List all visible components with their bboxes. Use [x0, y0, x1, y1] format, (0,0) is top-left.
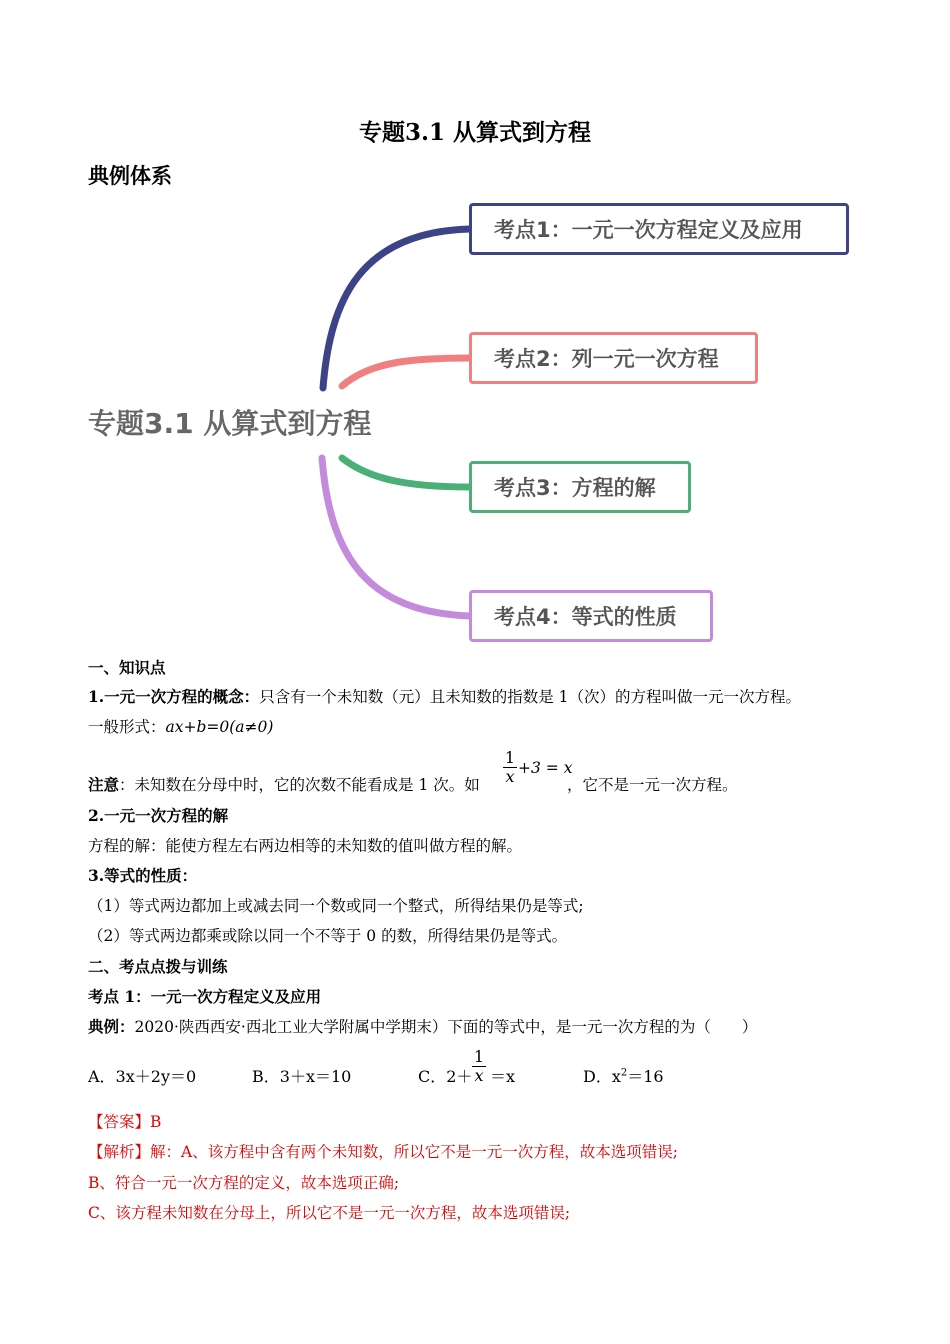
- mindmap-branch-1: 考点1：一元一次方程定义及应用: [469, 203, 849, 255]
- property-2: （2）等式两边都乘或除以同一个不等于 0 的数，所得结果仍是等式。: [88, 927, 568, 945]
- note-label: 注意: [88, 775, 120, 794]
- training-heading: 二、考点点拨与训练: [88, 957, 228, 976]
- solution-title: 2.一元一次方程的解: [88, 806, 229, 825]
- analysis-text-1: 解：A、该方程中含有两个未知数，所以它不是一元一次方程，故本选项错误;: [150, 1143, 678, 1161]
- note-text: ：未知数在分母中时，它的次数不能看成是 1 次。如: [119, 776, 480, 794]
- mindmap-branch-2: 考点2：列一元一次方程: [469, 332, 758, 384]
- option-c-suffix: ＝x: [490, 1067, 516, 1086]
- note-fraction-rest: +3 = x: [518, 759, 573, 777]
- option-d-exponent: 2: [620, 1067, 628, 1079]
- property-title: 3.等式的性质：: [88, 866, 198, 885]
- mindmap-branch-3: 考点3：方程的解: [469, 461, 691, 513]
- definition-title: 1.一元一次方程的概念：: [88, 687, 260, 706]
- option-c-numerator: 1: [473, 1047, 485, 1066]
- option-d-suffix: ＝16: [627, 1067, 664, 1086]
- solution-text: 方程的解：能使方程左右两边相等的未知数的值叫做方程的解。: [88, 837, 523, 855]
- general-form-line: [88, 717, 273, 737]
- answer: 【答案】B: [88, 1113, 162, 1131]
- analysis-line-1: [88, 1142, 678, 1162]
- note-tail: ，它不是一元一次方程。: [567, 776, 738, 794]
- example-label: 典例：: [88, 1017, 135, 1036]
- mindmap-center: 专题3.1 从算式到方程: [88, 407, 372, 440]
- example-text: 2020·陕西西安·西北工业大学附属中学期末）下面的等式中，是一元一次方程的为（ ）: [134, 1018, 758, 1036]
- connector-3: [342, 458, 470, 487]
- option-c-denominator: x: [474, 1066, 484, 1085]
- mindmap-branch-4: 考点4：等式的性质: [469, 590, 713, 642]
- option-b: B．3＋x＝10: [252, 1067, 352, 1086]
- option-a: A．3x＋2y＝0: [88, 1067, 197, 1086]
- analysis-line-3: C、该方程未知数在分母上，所以它不是一元一次方程，故本选项错误;: [88, 1204, 571, 1222]
- option-c-fraction: [472, 1048, 486, 1085]
- note-line: [88, 775, 480, 795]
- definition-line: [88, 687, 801, 707]
- note-fraction-denominator: x: [505, 767, 515, 786]
- option-d: [583, 1064, 664, 1087]
- point-title: 考点 1：一元一次方程定义及应用: [88, 987, 322, 1006]
- knowledge-heading: 一、知识点: [88, 658, 166, 677]
- general-form: ax+b=0(a≠0): [165, 718, 274, 736]
- page-title: 专题3.1 从算式到方程: [358, 119, 592, 146]
- analysis-label: 【解析】: [88, 1143, 151, 1161]
- definition-text: 只含有一个未知数（元）且未知数的指数是 1（次）的方程叫做一元一次方程。: [259, 688, 801, 706]
- example-line: [88, 1017, 757, 1037]
- option-d-prefix: D．x: [583, 1067, 621, 1086]
- connector-2: [342, 358, 470, 386]
- analysis-line-2: B、符合一元一次方程的定义，故本选项正确;: [88, 1174, 400, 1192]
- general-form-label: 一般形式：: [88, 718, 166, 736]
- section-heading: 典例体系: [88, 163, 172, 188]
- option-c-prefix: C．2＋: [418, 1067, 473, 1086]
- note-fraction-numerator: 1: [504, 748, 516, 767]
- property-1: （1）等式两边都加上或减去同一个数或同一个整式，所得结果仍是等式;: [88, 897, 584, 915]
- note-fraction: [503, 749, 517, 786]
